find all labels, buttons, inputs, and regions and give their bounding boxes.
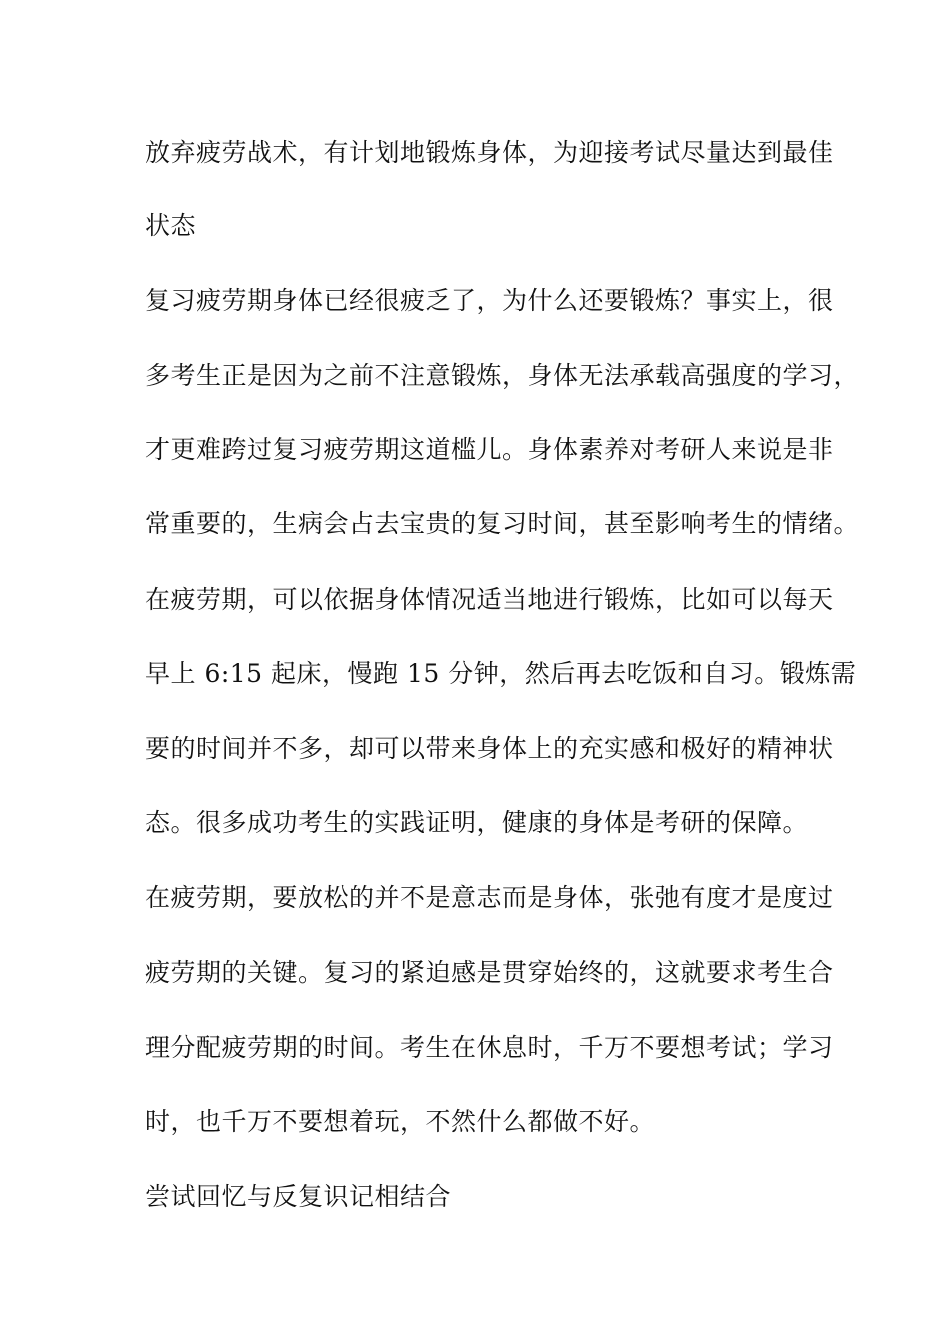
paragraph-line: 态。很多成功考生的实践证明，健康的身体是考研的保障。 xyxy=(145,808,809,837)
paragraph-line: 才更难跨过复习疲劳期这道槛儿。身体素养对考研人来说是非 xyxy=(145,435,834,464)
paragraph-line: 要的时间并不多，却可以带来身体上的充实感和极好的精神状 xyxy=(145,734,834,763)
paragraph-line: 复习疲劳期身体已经很疲乏了，为什么还要锻炼？事实上，很 xyxy=(145,286,834,315)
paragraph-line: 理分配疲劳期的时间。考生在休息时，千万不要想考试；学习 xyxy=(145,1033,834,1062)
paragraph-line: 时，也千万不要想着玩，不然什么都做不好。 xyxy=(145,1107,656,1136)
paragraph-line: 在疲劳期，要放松的并不是意志而是身体，张弛有度才是度过 xyxy=(145,883,834,912)
paragraph-line: 疲劳期的关键。复习的紧迫感是贯穿始终的，这就要求考生合 xyxy=(145,958,834,987)
paragraph-line: 常重要的，生病会占去宝贵的复习时间，甚至影响考生的情绪。 xyxy=(145,509,860,538)
section-heading: 尝试回忆与反复识记相结合 xyxy=(145,1182,452,1211)
paragraph-line: 在疲劳期，可以依据身体情况适当地进行锻炼，比如可以每天 xyxy=(145,585,834,614)
paragraph-line: 多考生正是因为之前不注意锻炼，身体无法承载高强度的学习， xyxy=(145,361,860,390)
heading-line-2: 状态 xyxy=(145,211,197,240)
heading-line-1: 放弃疲劳战术，有计划地锻炼身体，为迎接考试尽量达到最佳 xyxy=(145,138,834,167)
paragraph-line: 早上 6:15 起床，慢跑 15 分钟，然后再去吃饭和自习。锻炼需 xyxy=(145,659,857,688)
